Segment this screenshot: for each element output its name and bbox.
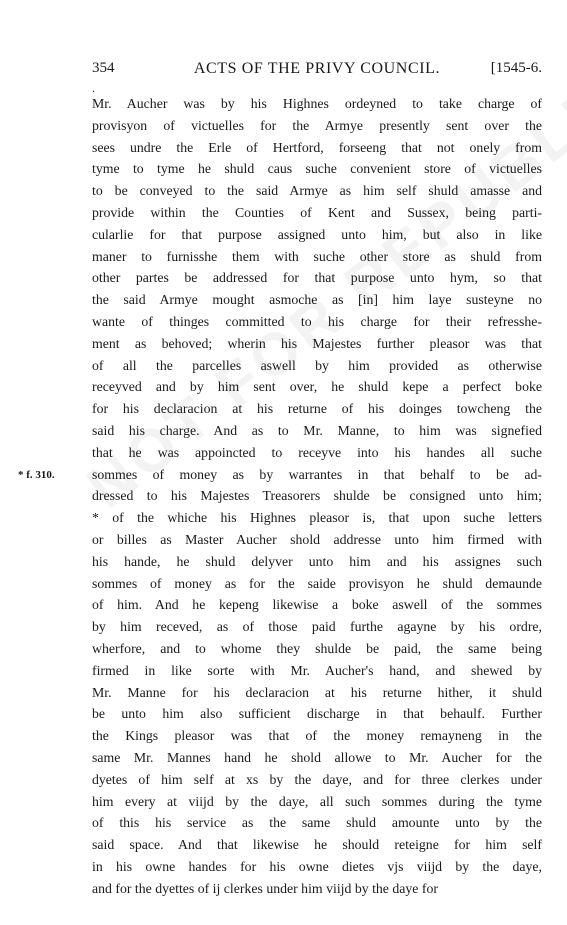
text-line: Mr. Manne for his declaracion at his returne hither, it shuld xyxy=(92,684,542,700)
text-line: maner to furnisshe them with suche other store as shuld from xyxy=(92,248,542,264)
text-line: be unto him also sufficient discharge in that behaulf. Further xyxy=(92,706,542,722)
text-line: sommes of money as by warrantes in that behalf to be ad- xyxy=(92,466,542,482)
text-line: dyetes of him self at xs by the daye, and for three clerkes under xyxy=(92,771,542,787)
text-line: of this his service as the same shuld amounte unto by the xyxy=(92,815,542,831)
text-line: said his charge. And as to Mr. Manne, to him was signefied xyxy=(92,422,542,438)
text-line: of all the parcelles aswell by him provided as otherwise xyxy=(92,357,542,373)
text-line: of him. And he kepeng likewise a boke aswell of the sommes xyxy=(92,597,542,613)
text-line: him every at viijd by the daye, all such sommes during the tyme xyxy=(92,793,542,809)
text-line: wante of thinges committed to his charge for their refresshe- xyxy=(92,313,542,329)
page-header xyxy=(92,60,542,82)
text-line: Mr. Aucher was by his Highnes ordeyned to take charge of xyxy=(92,96,542,111)
text-line: same Mr. Mannes hand he shold allowe to Mr. Aucher for the xyxy=(92,749,542,765)
text-line: firmed in like sorte with Mr. Aucher's hand, and shewed by xyxy=(92,662,542,678)
text-line: by him receved, as of those paid furthe agayne by his ordre, xyxy=(92,619,542,635)
tick-mark: . xyxy=(92,81,95,95)
text-line: wherfore, and to whome they shulde be paid, the same being xyxy=(92,640,542,656)
text-line: for his declaracion at his returne of his doinges towcheng the xyxy=(92,401,542,417)
text-line: sees undre the Erle of Hertford, forseeng that not onely from xyxy=(92,139,542,155)
text-line: provisyon of victuelles for the Armye presently sent over the xyxy=(92,117,542,133)
text-line: or billes as Master Aucher shold addresse unto him firmed with xyxy=(92,531,542,547)
text-line: the said Armye mought asmoche as [in] him laye susteyne no xyxy=(92,292,542,308)
text-line: his hande, he shuld delyver unto him and his assignes such xyxy=(92,553,542,569)
text-line: cularlie for that purpose assigned unto him, but also in like xyxy=(92,226,542,242)
text-line: ment as behoved; wherin his Majestes further pleasor was that xyxy=(92,335,542,351)
page-number: 354 xyxy=(92,60,115,76)
body-text xyxy=(92,93,542,899)
text-line: dressed to his Majestes Treasorers shulde be consigned unto him; xyxy=(92,488,542,504)
text-line: said space. And that likewise he should reteigne for him self xyxy=(92,837,542,853)
text-line: * of the whiche his Highnes pleasor is, that upon suche letters xyxy=(92,510,542,526)
text-line: tyme to tyme he shuld caus suche convenient store of victuelles xyxy=(92,161,542,177)
year-range: [1545-6. xyxy=(490,60,542,76)
margin-folio-note: * f. 310. xyxy=(18,469,55,481)
text-line: the Kings pleasor was that of the money remayneng in the xyxy=(92,728,542,744)
running-title: ACTS OF THE PRIVY COUNCIL. xyxy=(193,60,441,77)
text-line: to be conveyed to the said Armye as him self shuld amasse and xyxy=(92,183,542,199)
text-line: and for the dyettes of ij clerkes under him viijd by the daye for xyxy=(92,880,438,896)
text-line: sommes of money as for the saide provisyon he shuld demaunde xyxy=(92,575,542,591)
text-line: receyved and by him sent over, he shuld kepe a perfect boke xyxy=(92,379,542,395)
text-line: in his owne handes for his owne dietes vjs viijd by the daye, xyxy=(92,858,542,874)
text-line: other partes be addressed for that purpose unto hym, so that xyxy=(92,270,542,286)
text-line: that he was appoincted to receyve into his handes all suche xyxy=(92,444,542,460)
text-line: provide within the Counties of Kent and Sussex, being parti- xyxy=(92,204,542,220)
